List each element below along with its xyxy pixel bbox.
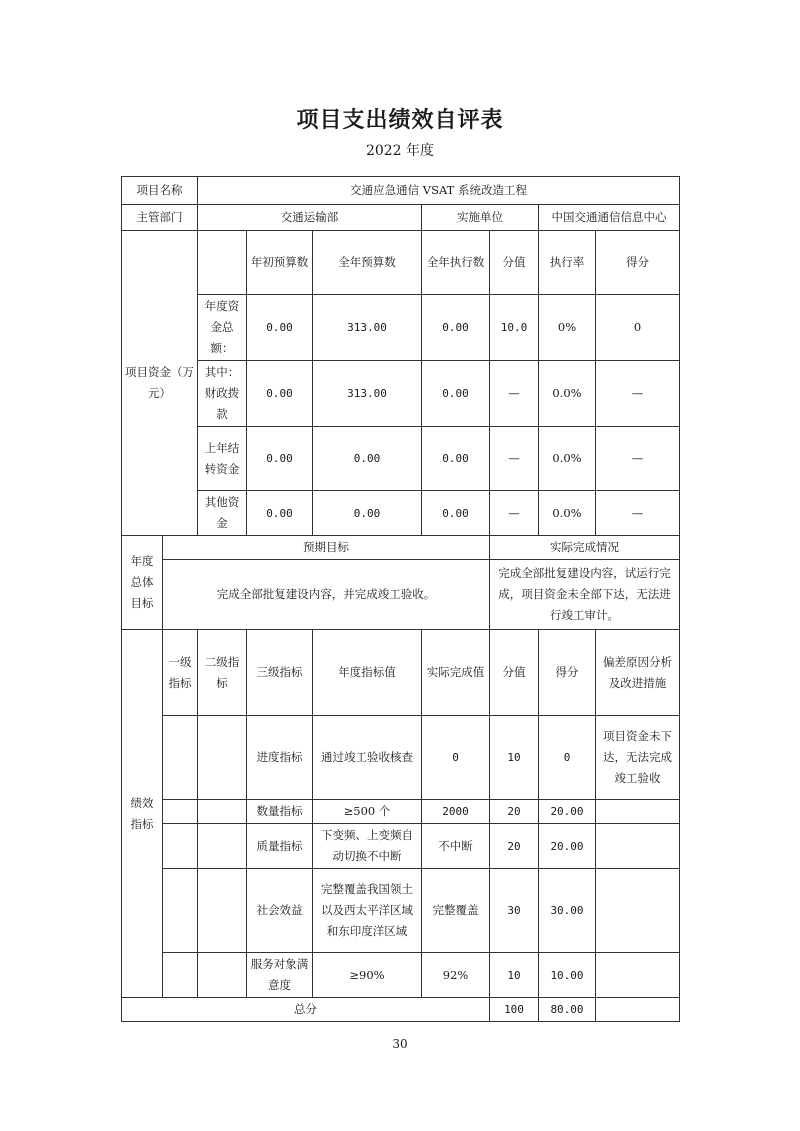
- actual-value: 2000: [422, 800, 490, 824]
- report-year: 2022 年度: [365, 143, 435, 159]
- funds-corner-cell: [198, 231, 247, 295]
- funds-label: 项目资金（万元）: [122, 231, 198, 536]
- goals-label: 年度总体目标: [122, 536, 163, 630]
- actual-result-text: 完成全部批复建设内容，试运行完成，项目资金未全部下达，无法进行竣工审计。: [490, 560, 680, 630]
- indicator-row: [122, 869, 680, 953]
- target-value: 完整覆盖我国领土以及西太平洋区域和东印度洋区域: [313, 869, 422, 953]
- funds-initial: 0.00: [247, 427, 313, 491]
- row-project-name: [122, 177, 680, 205]
- page-number: 30: [392, 1037, 408, 1051]
- indicator-row: [122, 716, 680, 800]
- header-actual: 实际完成值: [422, 630, 490, 716]
- funds-rate: 0.0%: [539, 361, 596, 427]
- goals-content-row: [122, 560, 680, 630]
- funds-score-value: —: [490, 361, 539, 427]
- level1-cell: [163, 953, 198, 998]
- header-score-value: 分值: [490, 630, 539, 716]
- header-level3: 三级指标: [247, 630, 313, 716]
- level1-cell: [163, 824, 198, 869]
- funds-row-label: 其中：财政拨款: [198, 361, 247, 427]
- funds-header-annual: 全年预算数: [313, 231, 422, 295]
- score-value: 20: [490, 800, 539, 824]
- funds-header-score-value: 分值: [490, 231, 539, 295]
- funds-rate: 0%: [539, 295, 596, 361]
- target-value: 通过竣工验收核查: [313, 716, 422, 800]
- deviation-reason: [596, 953, 680, 998]
- implementing-unit-value: 中国交通通信信息中心: [539, 205, 680, 231]
- level1-cell: [163, 869, 198, 953]
- level2-cell: [198, 824, 247, 869]
- funds-annual: 0.00: [313, 427, 422, 491]
- header-level1: 一级指标: [163, 630, 198, 716]
- funds-score-value: 10.0: [490, 295, 539, 361]
- indicator-row: [122, 953, 680, 998]
- header-reason: 偏差原因分析及改进措施: [596, 630, 680, 716]
- expected-goal-text: 完成全部批复建设内容，并完成竣工验收。: [163, 560, 490, 630]
- funds-annual: 0.00: [313, 491, 422, 536]
- funds-score: 0: [596, 295, 680, 361]
- funds-row: [122, 361, 680, 427]
- funds-executed: 0.00: [422, 427, 490, 491]
- target-value: ≥500 个: [313, 800, 422, 824]
- funds-rate: 0.0%: [539, 491, 596, 536]
- actual-value: 完整覆盖: [422, 869, 490, 953]
- funds-score: —: [596, 361, 680, 427]
- performance-label: 绩效指标: [122, 630, 163, 998]
- actual-value: 0: [422, 716, 490, 800]
- project-name-label: 项目名称: [122, 177, 198, 205]
- performance-header-row: [122, 630, 680, 716]
- level1-cell: [163, 800, 198, 824]
- total-score: 80.00: [539, 998, 596, 1022]
- deviation-reason: 项目资金未下达，无法完成竣工验收: [596, 716, 680, 800]
- funds-initial: 0.00: [247, 361, 313, 427]
- row-department: [122, 205, 680, 231]
- funds-annual: 313.00: [313, 361, 422, 427]
- funds-score-value: —: [490, 427, 539, 491]
- page-title: 项目支出绩效自评表: [296, 108, 504, 133]
- funds-executed: 0.00: [422, 491, 490, 536]
- score-value: 20: [490, 824, 539, 869]
- total-value: 100: [490, 998, 539, 1022]
- actual-value: 92%: [422, 953, 490, 998]
- funds-executed: 0.00: [422, 361, 490, 427]
- funds-header-score: 得分: [596, 231, 680, 295]
- deviation-reason: [596, 800, 680, 824]
- deviation-reason: [596, 824, 680, 869]
- level3-indicator: 质量指标: [247, 824, 313, 869]
- funds-score-value: —: [490, 491, 539, 536]
- level2-cell: [198, 953, 247, 998]
- funds-row: [122, 295, 680, 361]
- funds-row-label: 上年结转资金: [198, 427, 247, 491]
- department-label: 主管部门: [122, 205, 198, 231]
- header-level2: 二级指标: [198, 630, 247, 716]
- funds-header-rate: 执行率: [539, 231, 596, 295]
- level3-indicator: 服务对象满意度: [247, 953, 313, 998]
- level3-indicator: 进度指标: [247, 716, 313, 800]
- level2-cell: [198, 869, 247, 953]
- project-name-value: 交通应急通信 VSAT 系统改造工程: [198, 177, 680, 205]
- score-value: 30: [490, 869, 539, 953]
- funds-initial: 0.00: [247, 295, 313, 361]
- header-target: 年度指标值: [313, 630, 422, 716]
- score: 20.00: [539, 800, 596, 824]
- funds-row-label: 年度资金总额：: [198, 295, 247, 361]
- level2-cell: [198, 716, 247, 800]
- implementing-unit-label: 实施单位: [422, 205, 539, 231]
- funds-header-row: [122, 231, 680, 295]
- total-label: 总分: [122, 998, 490, 1022]
- self-evaluation-table: [121, 176, 680, 1022]
- funds-initial: 0.00: [247, 491, 313, 536]
- indicator-row: [122, 824, 680, 869]
- funds-score: —: [596, 491, 680, 536]
- score: 30.00: [539, 869, 596, 953]
- level3-indicator: 社会效益: [247, 869, 313, 953]
- funds-rate: 0.0%: [539, 427, 596, 491]
- level3-indicator: 数量指标: [247, 800, 313, 824]
- header-score: 得分: [539, 630, 596, 716]
- expected-goal-header: 预期目标: [163, 536, 490, 560]
- funds-score: —: [596, 427, 680, 491]
- level1-cell: [163, 716, 198, 800]
- funds-header-initial: 年初预算数: [247, 231, 313, 295]
- score: 10.00: [539, 953, 596, 998]
- total-blank: [596, 998, 680, 1022]
- actual-value: 不中断: [422, 824, 490, 869]
- score: 0: [539, 716, 596, 800]
- target-value: 下变频、上变频自动切换不中断: [313, 824, 422, 869]
- department-value: 交通运输部: [198, 205, 422, 231]
- funds-annual: 313.00: [313, 295, 422, 361]
- funds-row: [122, 491, 680, 536]
- funds-row-label: 其他资金: [198, 491, 247, 536]
- funds-row: [122, 427, 680, 491]
- score-value: 10: [490, 716, 539, 800]
- funds-header-executed: 全年执行数: [422, 231, 490, 295]
- total-row: [122, 998, 680, 1022]
- funds-executed: 0.00: [422, 295, 490, 361]
- score-value: 10: [490, 953, 539, 998]
- indicator-row: [122, 800, 680, 824]
- target-value: ≥90%: [313, 953, 422, 998]
- level2-cell: [198, 800, 247, 824]
- score: 20.00: [539, 824, 596, 869]
- deviation-reason: [596, 869, 680, 953]
- goals-header-row: [122, 536, 680, 560]
- actual-result-header: 实际完成情况: [490, 536, 680, 560]
